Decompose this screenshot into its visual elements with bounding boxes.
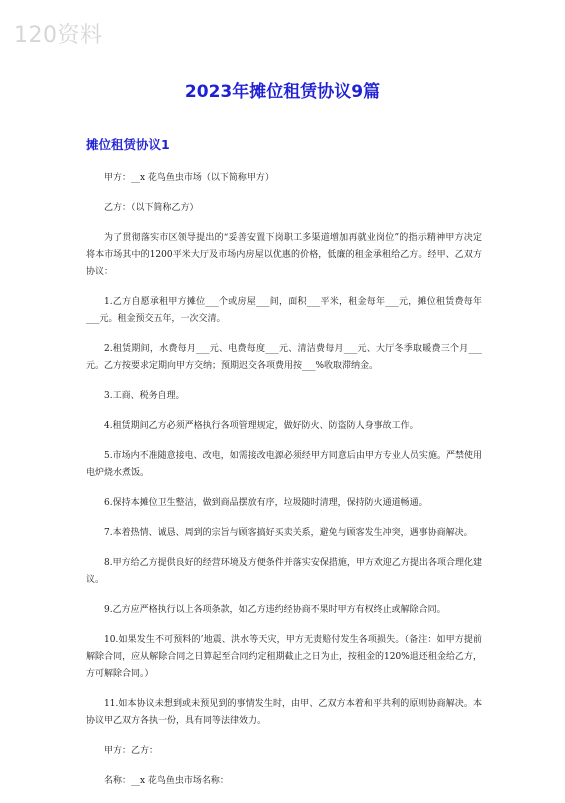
clause-2: 2.租赁期间，水费每月___元、电费每度___元、清洁费每月___元、大厅冬季取暖费三个月___元。乙方按要求定期向甲方交纳；预期迟交各项费用按___%收取滞纳金。 (86, 344, 482, 371)
clause-4: 4.租赁期间乙方必须严格执行各项管理规定，做好防火、防盗防人身事故工作。 (104, 421, 419, 431)
watermark: 120资料 (14, 23, 103, 48)
party-b-line: 乙方：（以下简称乙方） (104, 203, 199, 213)
clause-7: 7.本着热情、诚恳、周到的宗旨与顾客搞好买卖关系，避免与顾客发生冲突，遇事协商解决。 (104, 528, 473, 538)
clause-10: 10.如果发生不可预料的’地震、洪水等天灾，甲方无责赔付发生各项损失。（备注：如甲方提前解除合同，应从解除合同之日算起至合同约定租期截止之日为止，按租金的120%退还租金给乙方，方可解除合同。） (86, 635, 482, 679)
signature-names-line: 名称：__x 花鸟鱼虫市场名称： (104, 776, 229, 786)
clause-9: 9.乙方应严格执行以上各项条款，如乙方违约经协商不果时甲方有权终止或解除合同。 (104, 605, 446, 615)
signature-parties-line: 甲方：乙方： (104, 746, 159, 756)
clause-1: 1.乙方自愿承租甲方摊位___个或房屋___间，面积___平米，租金每年___元，摊位租赁费每年___元。租金预交五年，一次交清。 (86, 297, 482, 324)
clause-8: 8.甲方给乙方提供良好的经营环境及方便条件并落实安保措施，甲方欢迎乙方提出各项合理化建议。 (86, 558, 482, 585)
clause-6: 6.保持本摊位卫生整洁，做到商品摆放有序，垃圾随时清理，保持防火通道畅通。 (104, 498, 428, 508)
agreement-body (86, 170, 482, 803)
document-title: 2023年摊位租赁协议9篇 (184, 82, 381, 102)
section-title: 摊位租赁协议1 (86, 137, 170, 152)
party-a-line: 甲方：__x 花鸟鱼虫市场（以下简称甲方） (104, 173, 274, 183)
preamble-paragraph: 为了贯彻落实市区领导提出的“妥善安置下岗职工多渠道增加再就业岗位”的指示精神甲方决定将本市场其中的1200平米大厅及市场内房屋以优惠的价格，低廉的租金承租给乙方。经甲、乙双方协议： (86, 233, 482, 277)
clause-11: 11.如本协议未想到或未预见到的事情发生时，由甲、乙双方本着和平共利的原则协商解决。本协议甲乙双方各执一份，具有同等法律效力。 (86, 699, 482, 726)
clause-3: 3.工商、税务自理。 (104, 391, 185, 401)
clause-5: 5.市场内不准随意接电、改电，如需接改电源必须经甲方同意后由甲方专业人员实施。严禁使用电炉烧水煮饭。 (86, 451, 482, 478)
